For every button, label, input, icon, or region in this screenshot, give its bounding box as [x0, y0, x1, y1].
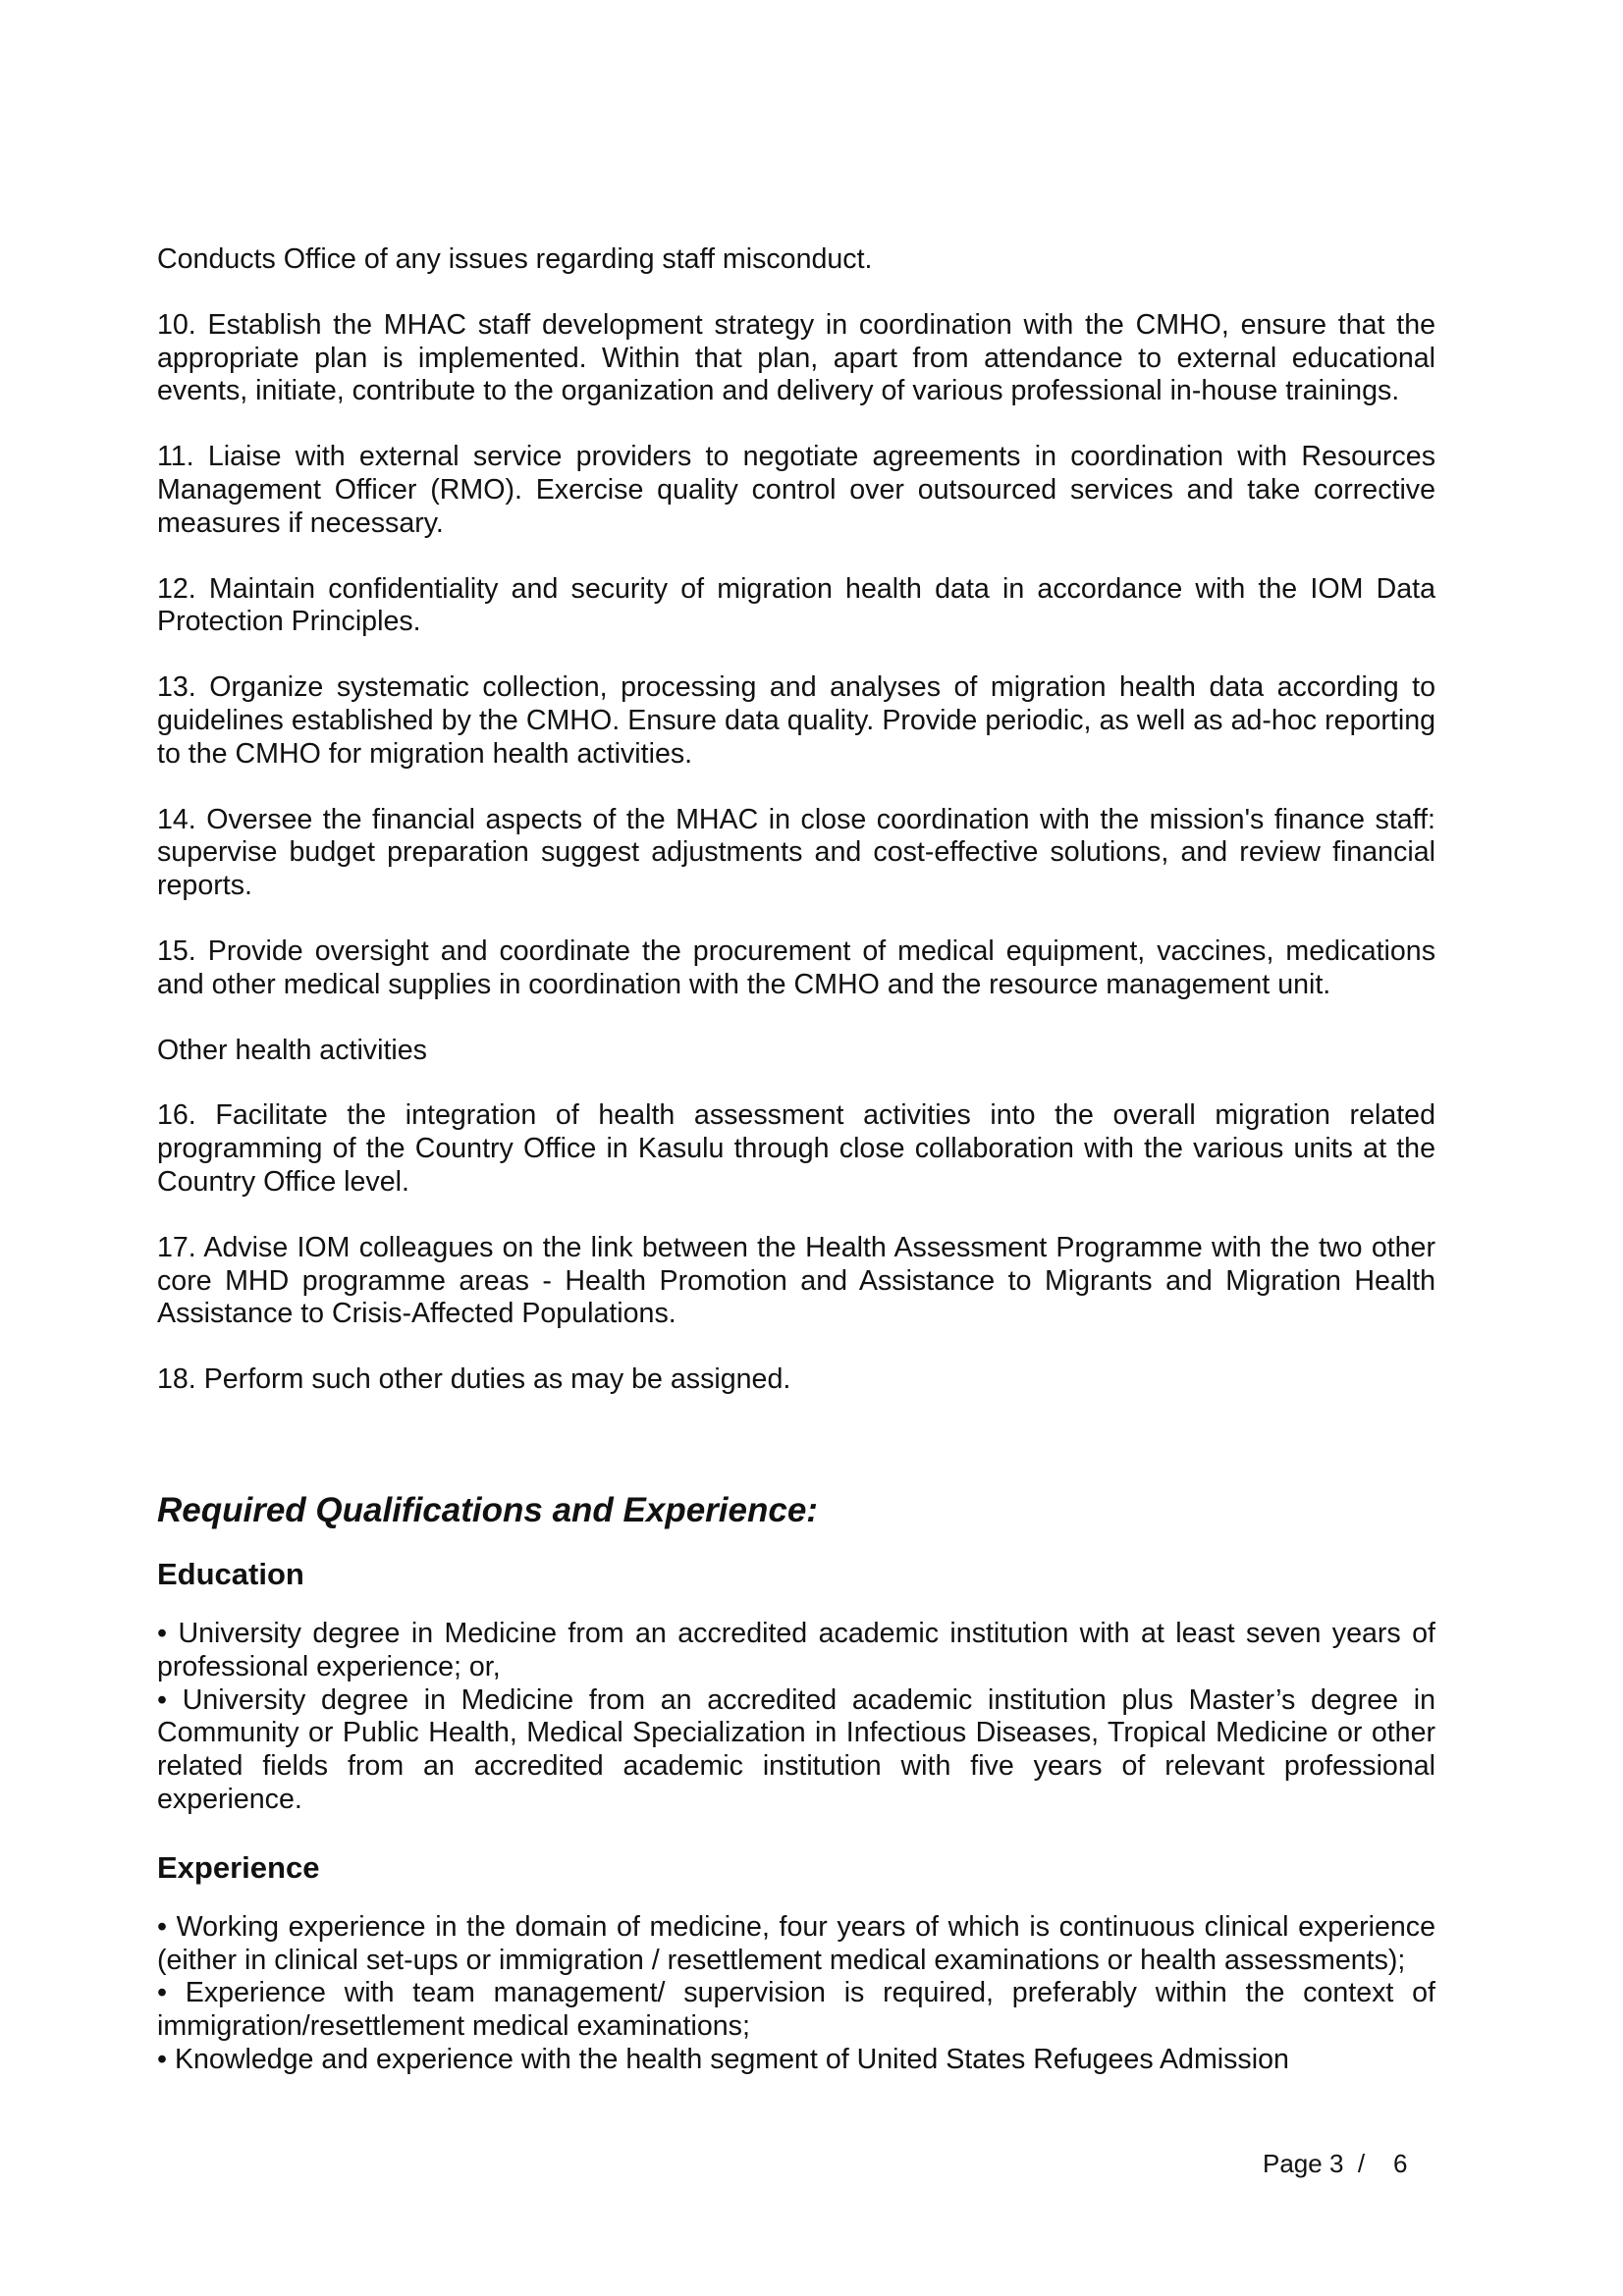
paragraph-item-11: 11. Liaise with external service providers to negotiate agreements in coordination with Resources Management Officer (RMO). Exercise quality control over outsourced services and take corrective measures if necessary. — [157, 441, 1435, 539]
paragraph-item-15: 15. Provide oversight and coordinate the procurement of medical equipment, vaccines, medications and other medical supplies in coordination with the CMHO and the resource management unit. — [157, 934, 1435, 1000]
experience-list-item: • Working experience in the domain of medicine, four years of which is continuous clinical experience (either in clinical set-ups or immigration / resettlement medical examinations or health assessments); — [157, 1910, 1435, 1976]
education-list — [157, 1618, 1435, 1817]
education-list-item: • University degree in Medicine from an accredited academic institution plus Master’s degree in Community or Public Health, Medical Specialization in Infectious Diseases, Tropical Medicine or other related fields from an accredited academic institution with five years of relevant professional experience. — [157, 1683, 1435, 1815]
experience-list — [157, 1911, 1435, 2077]
experience-heading: Experience — [157, 1849, 320, 1885]
document-page — [157, 243, 1435, 2077]
paragraph-misconduct: Conducts Office of any issues regarding staff misconduct. — [157, 243, 873, 275]
page-number: Page 3 / 6 — [1263, 2149, 1408, 2178]
paragraph-item-17: 17. Advise IOM colleagues on the link between the Health Assessment Programme with the two other core MHD programme areas - Health Promotion and Assistance to Migrants and Migration Health Assistance to Crisis-Affected Populations. — [157, 1231, 1435, 1330]
education-list-item: • University degree in Medicine from an accredited academic institution with at least seven years of professional experience; or, — [157, 1617, 1435, 1682]
experience-list-item: • Knowledge and experience with the health segment of United States Refugees Admission — [157, 2043, 1289, 2075]
paragraph-item-10: 10. Establish the MHAC staff development strategy in coordination with the CMHO, ensure that the appropriate plan is implemented. Within that plan, apart from attendance to external educational events, initiate, contribute to the organization and delivery of various professional in-house trainings. — [157, 308, 1435, 407]
paragraph-item-16: 16. Facilitate the integration of health assessment activities into the overall migration related programming of the Country Office in Kasulu through close collaboration with the various units at the Country Office level. — [157, 1099, 1435, 1198]
experience-list-item: • Experience with team management/ supervision is required, preferably within the context of immigration/resettlement medical examinations; — [157, 1977, 1435, 2043]
paragraph-item-18: 18. Perform such other duties as may be assigned. — [157, 1363, 791, 1396]
paragraph-item-13: 13. Organize systematic collection, processing and analyses of migration health data according to guidelines established by the CMHO. Ensure data quality. Provide periodic, as well as ad-hoc reporting to the CMHO for migration health activities. — [157, 671, 1435, 770]
qualifications-section-title: Required Qualifications and Experience: — [157, 1490, 818, 1529]
paragraph-item-14: 14. Oversee the financial aspects of the MHAC in close coordination with the mission's finance staff: supervise budget preparation suggest adjustments and cost-effective solutions, and review financial reports. — [157, 803, 1435, 902]
paragraph-item-12: 12. Maintain confidentiality and security of migration health data in accordance with the IOM Data Protection Principles. — [157, 572, 1435, 638]
education-heading: Education — [157, 1556, 304, 1591]
paragraph-other-health-activities: Other health activities — [157, 1034, 427, 1066]
